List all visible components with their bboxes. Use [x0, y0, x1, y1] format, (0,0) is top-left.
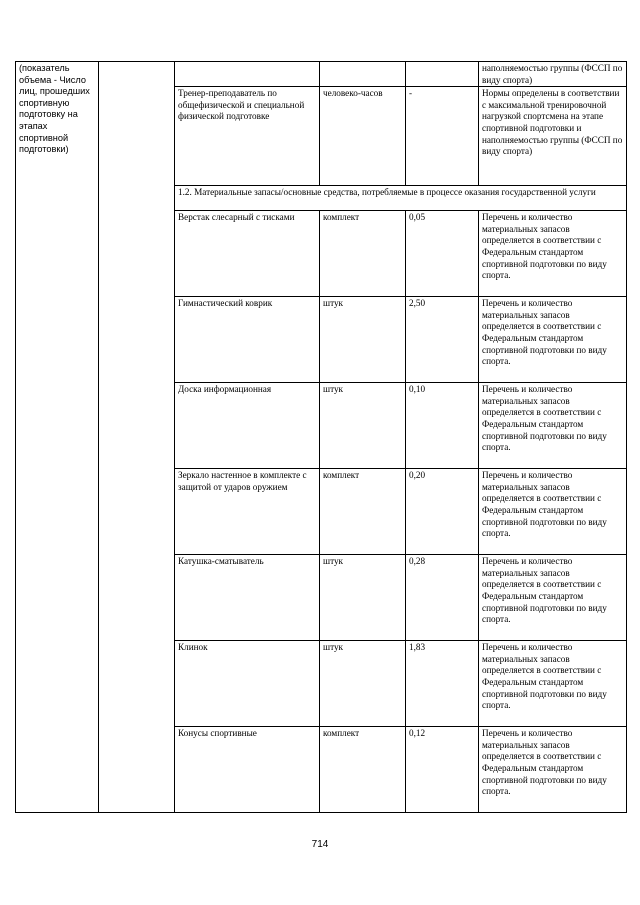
note-cell: Перечень и количество материальных запасов определяется в соответствии с Федеральным стандартом спортивной подготовки по виду спорта.: [479, 297, 627, 383]
resource-name: Конусы спортивные: [175, 727, 320, 813]
resource-name: Зеркало настенное в комплекте с защитой от ударов оружием: [175, 469, 320, 555]
note-cell: Перечень и количество материальных запасов определяется в соответствии с Федеральным стандартом спортивной подготовки по виду спорта.: [479, 211, 627, 297]
unit-cell: комплект: [320, 469, 406, 555]
norms-table: [15, 61, 627, 813]
resource-name: Катушка-сматыватель: [175, 555, 320, 641]
resource-name: [175, 62, 320, 87]
note-cell: наполняемостью группы (ФССП по виду спорта): [479, 62, 627, 87]
note-cell: Нормы определены в соответствии с максимальной тренировочной нагрузкой спортсмена на этапе спортивной подготовки и наполняемостью группы (ФССП по виду спорта): [479, 87, 627, 186]
unit-cell: комплект: [320, 727, 406, 813]
unit-cell: штук: [320, 555, 406, 641]
unit-cell: штук: [320, 297, 406, 383]
unit-cell: штук: [320, 383, 406, 469]
resource-name: Доска информационная: [175, 383, 320, 469]
value-cell: 0,20: [406, 469, 479, 555]
unit-cell: человеко-часов: [320, 87, 406, 186]
note-cell: Перечень и количество материальных запасов определяется в соответствии с Федеральным стандартом спортивной подготовки по виду спорта.: [479, 555, 627, 641]
resource-name: Клинок: [175, 641, 320, 727]
note-cell: Перечень и количество материальных запасов определяется в соответствии с Федеральным стандартом спортивной подготовки по виду спорта.: [479, 727, 627, 813]
table-row: [16, 62, 627, 87]
resource-name: Тренер-преподаватель по общефизической и специальной физической подготовке: [175, 87, 320, 186]
value-cell: -: [406, 87, 479, 186]
value-cell: 0,10: [406, 383, 479, 469]
indicator-cell: (показатель объема - Число лиц, прошедших спортивную подготовку на этапах спортивной подготовки): [16, 62, 99, 813]
value-cell: 0,28: [406, 555, 479, 641]
resource-name: Верстак слесарный с тисками: [175, 211, 320, 297]
note-cell: Перечень и количество материальных запасов определяется в соответствии с Федеральным стандартом спортивной подготовки по виду спорта.: [479, 383, 627, 469]
value-cell: 0,12: [406, 727, 479, 813]
unit-cell: штук: [320, 641, 406, 727]
unit-cell: комплект: [320, 211, 406, 297]
value-cell: [406, 62, 479, 87]
page-number: 714: [311, 839, 329, 850]
value-cell: 2,50: [406, 297, 479, 383]
resource-name: Гимнастический коврик: [175, 297, 320, 383]
empty-cell: [99, 62, 175, 813]
section-header: 1.2. Материальные запасы/основные средства, потребляемые в процессе оказания государственной услуги: [175, 186, 627, 211]
note-cell: Перечень и количество материальных запасов определяется в соответствии с Федеральным стандартом спортивной подготовки по виду спорта.: [479, 641, 627, 727]
value-cell: 0,05: [406, 211, 479, 297]
unit-cell: [320, 62, 406, 87]
value-cell: 1,83: [406, 641, 479, 727]
note-cell: Перечень и количество материальных запасов определяется в соответствии с Федеральным стандартом спортивной подготовки по виду спорта.: [479, 469, 627, 555]
